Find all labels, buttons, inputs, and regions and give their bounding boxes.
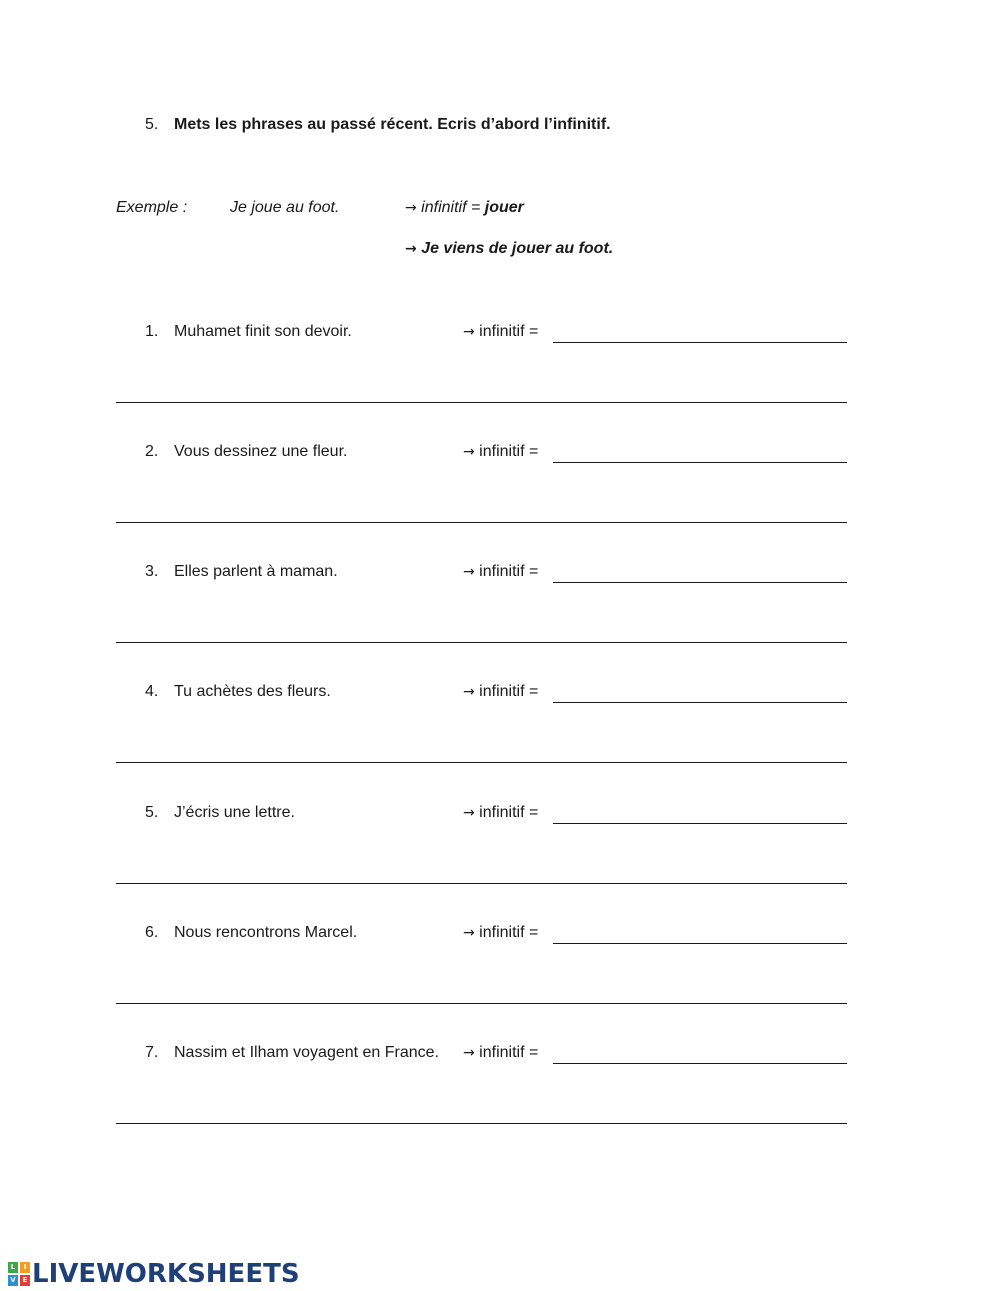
logo-mark-icon [8,1262,30,1286]
item-sentence: Muhamet finit son devoir. [174,323,352,340]
item-sentence: Nous rencontrons Marcel. [174,924,358,941]
item-number: 5. [145,804,159,821]
logo-square: E [20,1275,30,1286]
example-infinitive-prefix: infinitif = [416,199,485,216]
item-infinitive-label: → infinitif = [463,924,539,941]
item-infinitive-label: → infinitif = [463,683,539,700]
infinitive-answer-blank[interactable] [553,943,847,944]
exercise-number: 5. [145,116,159,133]
example-answer-text: Je viens de jouer au foot. [416,240,614,257]
item-infinitive-label: → infinitif = [463,563,539,580]
infinitive-answer-blank[interactable] [553,702,847,703]
example-infinitive [405,199,524,217]
arrow-icon: → [463,324,475,340]
item-sentence: Tu achètes des fleurs. [174,683,331,700]
sentence-answer-blank[interactable] [116,402,847,403]
sentence-answer-blank[interactable] [116,883,847,884]
arrow-icon: → [463,1045,475,1061]
infinitive-answer-blank[interactable] [553,342,847,343]
liveworksheets-logo[interactable] [8,1259,300,1289]
item-infinitive-label: → infinitif = [463,443,539,460]
infinitive-answer-blank[interactable] [553,823,847,824]
example-infinitive-value: jouer [484,199,524,216]
sentence-answer-blank[interactable] [116,1003,847,1004]
item-sentence: Elles parlent à maman. [174,563,338,580]
item-number: 7. [145,1044,159,1061]
sentence-answer-blank[interactable] [116,1123,847,1124]
logo-wordmark: LIVEWORKSHEETS [32,1259,300,1289]
arrow-icon: → [463,444,475,460]
logo-square: I [20,1262,30,1273]
item-number: 1. [145,323,159,340]
arrow-icon: → [405,200,417,216]
item-number: 6. [145,924,159,941]
infinitive-answer-blank[interactable] [553,582,847,583]
logo-square: V [8,1275,18,1286]
arrow-icon: → [463,564,475,580]
sentence-answer-blank[interactable] [116,762,847,763]
example-answer [405,240,613,258]
example-sentence: Je joue au foot. [230,199,340,216]
item-number: 3. [145,563,159,580]
arrow-icon: → [463,805,475,821]
item-sentence: Nassim et Ilham voyagent en France. [174,1044,440,1061]
exercise-instruction: Mets les phrases au passé récent. Ecris d’abord l’infinitif. [174,116,611,133]
arrow-icon: → [463,925,475,941]
item-number: 4. [145,683,159,700]
infinitive-answer-blank[interactable] [553,1063,847,1064]
item-infinitive-label: → infinitif = [463,1044,539,1061]
sentence-answer-blank[interactable] [116,642,847,643]
arrow-icon: → [405,241,417,257]
infinitive-answer-blank[interactable] [553,462,847,463]
item-sentence: Vous dessinez une fleur. [174,443,348,460]
example-label: Exemple : [116,199,188,216]
item-infinitive-label: → infinitif = [463,804,539,821]
item-sentence: J’écris une lettre. [174,804,295,821]
logo-square: L [8,1262,18,1273]
item-infinitive-label: → infinitif = [463,323,539,340]
arrow-icon: → [463,684,475,700]
item-number: 2. [145,443,159,460]
sentence-answer-blank[interactable] [116,522,847,523]
